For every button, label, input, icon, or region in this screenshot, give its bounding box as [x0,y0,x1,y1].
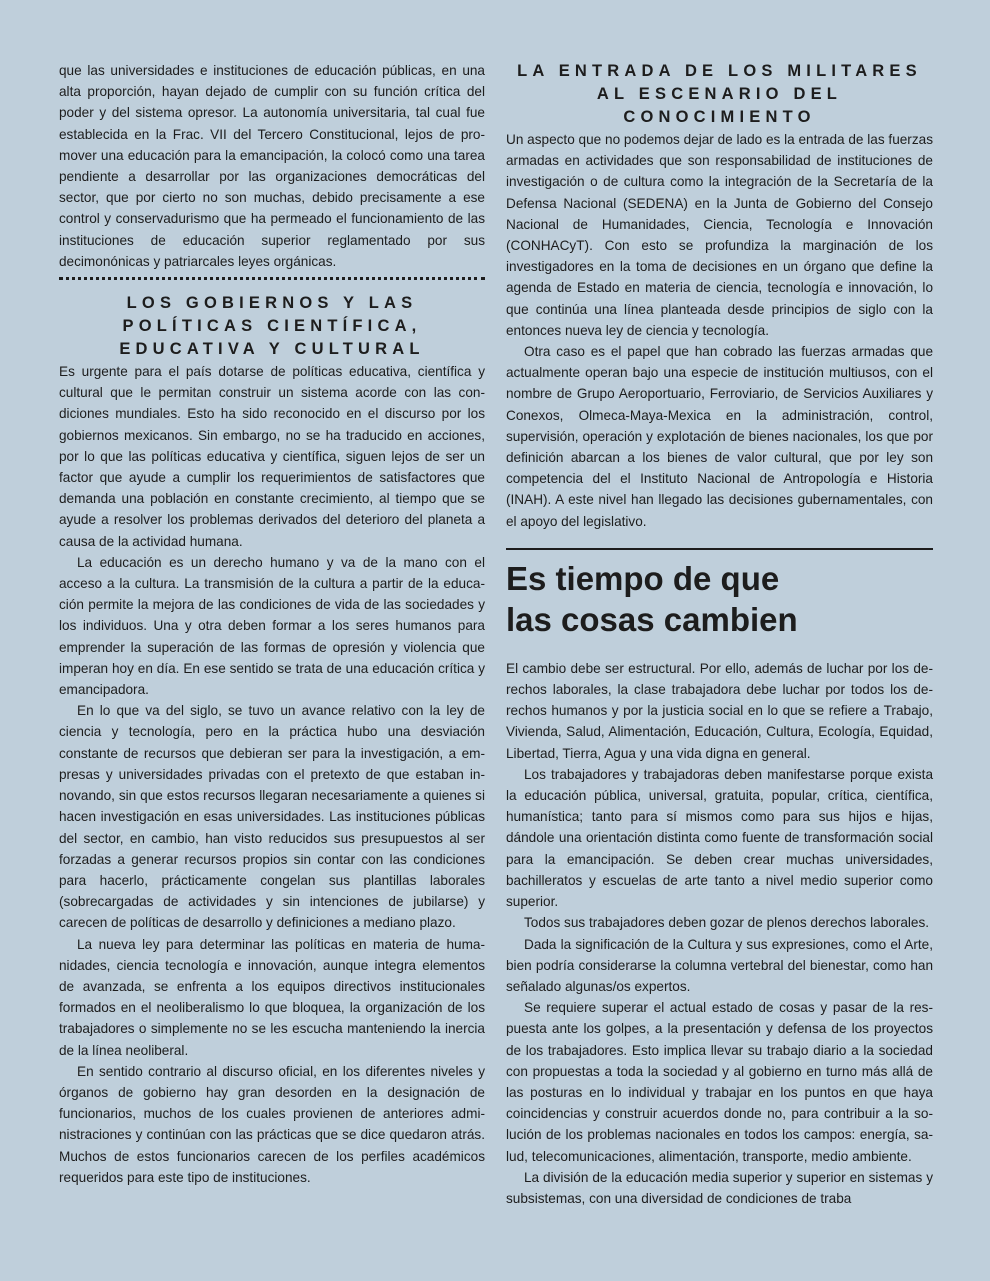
paragraph: Un aspecto que no podemos dejar de lado es la entrada de las fuerzas armadas en actividades que son responsabilidad de instituciones de investigación o de cultura como la integración de la Secretaría de la Defensa Nacional (SEDENA) en la Junta de Gobierno del Consejo Nacional de Humanidades, Ciencia, Tecnología e Innovación (CONHACyT). Con esto se profundiza la marginación de los investigadores en la toma de decisiones en un órgano que define la agenda de Estado en materia de ciencia, tecnología e innovación, lo que continúa una línea planteada desde principios de siglo con la entonces nueva ley de ciencia y tecnología. [506,132,933,338]
intro-paragraph: que las universidades e instituciones de educación públicas, en una alta proporción, hayan dejado de cumplir con su función crítica del poder y del sistema opresor. La autonomía universitaria, tal cual fue establecida en la Frac. VII del Tercero Constitucional, lejos de promover una educación para la emancipación, la colocó como una tarea pendiente a desarrollar por las organizaciones democráticas del sector, que por cierto no son muchas, debido precisamente a ese control y conservadurismo que ha permeado el funcionamiento de las instituciones de educación superior reglamentado por sus decimonónicas y patriarcales leyes orgánicas. [59,63,485,269]
paragraph: La educación es un derecho humano y va de la mano con el acceso a la cultura. La transmisión de la cultura a partir de la educación permite la mejora de las condiciones de vida de las sociedades y los individuos. Una y otra deben formar a los seres humanos para emprender la superación de las formas de opresión y violencia que imperan hoy en día. En ese sentido se trata de una educación crítica y emancipadora. [59,554,485,698]
paragraph: Otra caso es el papel que han cobrado las fuerzas armadas que actualmente operan bajo una especie de institución multiusos, con el nombre de Grupo Aeroportuario, Ferroviario, de Servicios Auxiliares y Conexos, Olmeca-Maya-Mexica en la administración, control, supervisión, operación y explotación de bienes nacionales, los que por definición abarcan a los bienes de valor cultural, que por ley son competencia del el Instituto Nacional de Antropología e Historia (INAH). A este nivel han llegado las decisiones gubernamentales, con el apoyo del legislativo. [506,344,933,529]
paragraph: En sentido contrario al discurso oficial, en los diferentes niveles y órganos de gobierno hay gran desorden en la designación de funcionarios, muchos de los cuales provienen de anteriores administraciones y continúan con las prácticas que se dice quedaron atrás. Muchos de estos funcionarios carecen de los perfiles académicos requeridos para este tipo de instituciones. [59,1063,485,1185]
dotted-divider [59,277,485,280]
paragraph: Es urgente para el país dotarse de políticas educativa, científica y cultural que le permitan construir un sistema acorde con las condiciones mundiales. Esto ha sido reconocido en el discurso por los gobiernos mexicanos. Sin embargo, no se ha traducido en acciones, por lo que las políticas educativa y científica, siguen lejos de ser un factor que ayude a cumplir los requerimientos de satisfactores que demanda una población en constante crecimiento, al tiempo que se ayude a resolver los problemas derivados del deterioro del planeta a causa de la actividad humana. [59,364,485,549]
paragraph: La división de la educación media superior y superior en sistemas y subsistemas, con una diversidad de condiciones de traba [506,1169,933,1206]
paragraph: La nueva ley para determinar las políticas en materia de humanidades, ciencia tecnología e innovación, aunque integra elementos de avanzada, se enfrenta a los equipos directivos institucionales formados en el neoliberalismo lo que bloquea, la organización de los trabajadores o simplemente no se les escucha manteniendo la inercia de la línea neoliberal. [59,936,485,1058]
paragraph: En lo que va del siglo, se tuvo un avance relativo con la ley de ciencia y tecnología, pero en la práctica hubo una desviación constante de recursos que debieran ser para la investigación, a empresas y universidades privadas con el pretexto de que estaban innovando, sin que estos recursos llegaran necesariamente a quienes si hacen investigación en esas universidades. Las instituciones públicas del sector, en cambio, han visto reducidos sus presupuestos al ser forzadas a generar recursos propios sin contar con las condiciones para hacerlo, prácticamente congelan sus plantillas laborales (sobrecargadas de actividades y sin intenciones de jubilarse) y carecen de políticas de desarrollo y definiciones a mediano plazo. [59,703,485,931]
paragraph: El cambio debe ser estructural. Por ello, además de luchar por los derechos laborales, la clase trabajadora debe luchar por todos los derechos humanos y por la justicia social en lo que se refiere a Trabajo, Vivienda, Salud, Alimentación, Educación, Cultura, Ecología, Equidad, Libertad, Tierra, Agua y una vida digna en general. [506,660,933,761]
right-column [506,60,933,1209]
headline-line-1: Es tiempo de que [506,559,780,597]
section-heading-militares: LA ENTRADA DE LOS MILITARES AL ESCENARIO DEL CONOCIMIENTO [517,62,922,126]
article-headline [506,558,933,640]
heading-rule [506,548,933,550]
paragraph: Se requiere superar el actual estado de cosas y pasar de la respuesta ante los golpes, a la presentación y defensa de los proyectos de los trabajadores. Esto implica llevar su trabajo diario a la sociedad con propuestas a toda la sociedad y al gobierno en turno más allá de las posturas en lo individual y trabajar en los puntos en que haya coincidencias y construir acuerdos donde no, para contribuir a la solución de los problemas nacionales en todos los campos: energía, salud, telecomunicaciones, alimentación, transporte, medio ambiente. [506,1000,933,1164]
paragraph: Dada la significación de la Cultura y sus expresiones, como el Arte, bien podría considerarse la columna vertebral del bienestar, como han señalado algunas/os expertos. [506,936,933,994]
left-column [59,60,485,1188]
section-heading-politicas: LOS GOBIERNOS Y LAS POLÍTICAS CIENTÍFICA, EDUCATIVA Y CULTURAL [119,294,425,359]
paragraph: Todos sus trabajadores deben gozar de plenos derechos laborales. [524,915,930,931]
paragraph: Los trabajadores y trabajadoras deben manifestarse porque exista la educación pública, universal, gratuita, popular, crítica, científica, humanística; tanto para sí mismos como para sus hijos e hijas, dándole una orientación distinta como fuente de transformación social para la emancipación. Se deben crear muchas universidades, bachilleratos y escuelas de arte tanto a nivel medio superior como superior. [506,766,933,910]
headline-line-2: las cosas cambien [506,600,798,638]
